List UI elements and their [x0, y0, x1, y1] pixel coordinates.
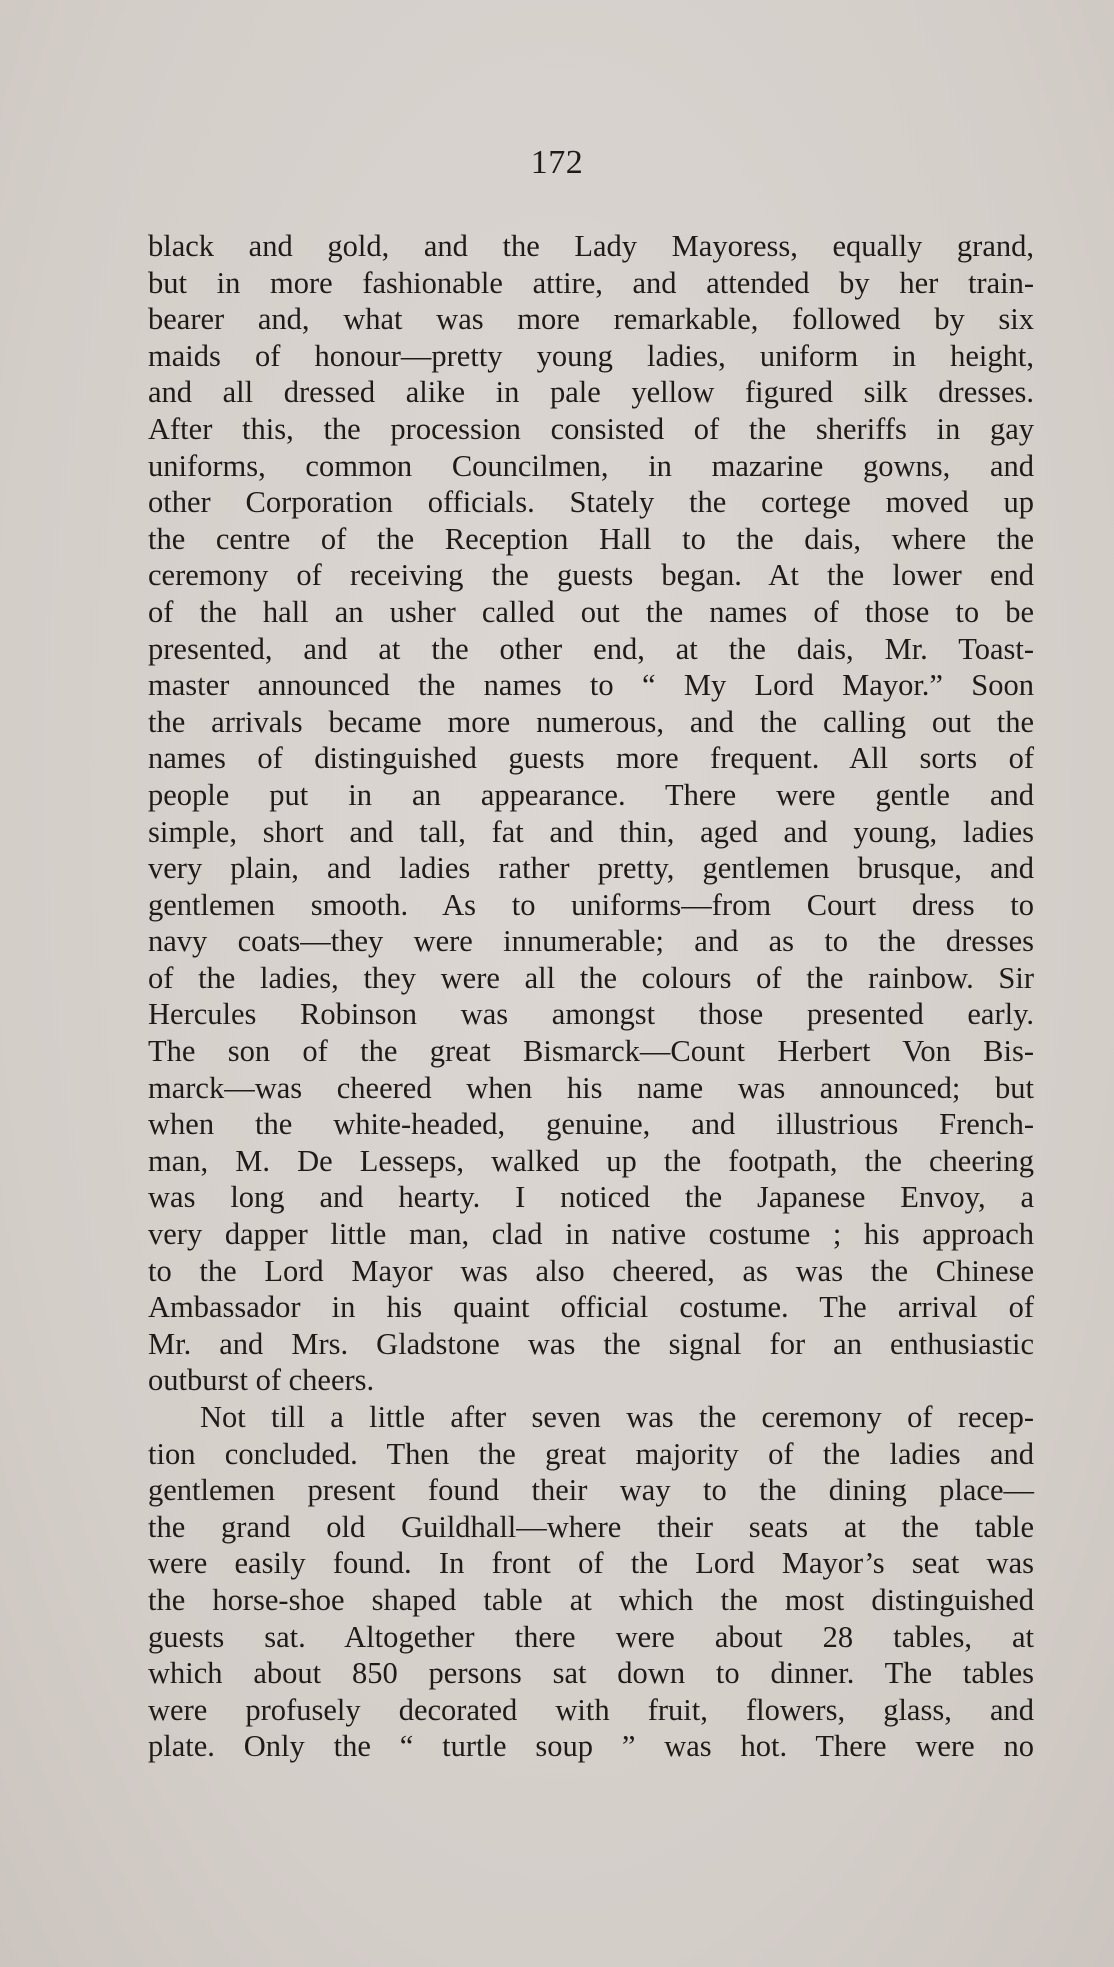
text-line: the horse-shoe shaped table at which the most distinguished: [148, 1582, 1034, 1617]
text-line: man, M. De Lesseps, walked up the footpath, the cheering: [148, 1143, 1034, 1178]
text-line: was long and hearty. I noticed the Japanese Envoy, a: [148, 1180, 1034, 1215]
text-line: maids of honour—pretty young ladies, uniform in height,: [148, 338, 1034, 373]
text-line: people put in an appearance. There were gentle and: [148, 777, 1034, 812]
text-line: guests sat. Altogether there were about 28 tables, at: [148, 1619, 1034, 1654]
text-line: master announced the names to “ My Lord Mayor.” Soon: [148, 668, 1034, 703]
paragraph-1: [148, 228, 1034, 1399]
text-line: were profusely decorated with fruit, flowers, glass, and: [148, 1692, 1034, 1727]
text-line: very dapper little man, clad in native costume ; his approach: [148, 1217, 1034, 1252]
text-line: gentlemen smooth. As to uniforms—from Court dress to: [148, 887, 1034, 922]
text-line: Ambassador in his quaint official costume. The arrival of: [148, 1290, 1034, 1325]
text-line: ceremony of receiving the guests began. At the lower end: [148, 558, 1034, 593]
text-line: to the Lord Mayor was also cheered, as was the Chinese: [148, 1253, 1034, 1288]
text-line: The son of the great Bismarck—Count Herbert Von Bis-: [148, 1034, 1034, 1069]
page-number: 172: [530, 144, 584, 181]
text-line: were easily found. In front of the Lord Mayor’s seat was: [148, 1546, 1034, 1581]
text-line: Hercules Robinson was amongst those presented early.: [148, 997, 1034, 1032]
text-line: bearer and, what was more remarkable, followed by six: [148, 302, 1034, 337]
text-line: gentlemen present found their way to the dining place—: [148, 1473, 1034, 1508]
text-line: other Corporation officials. Stately the cortege moved up: [148, 485, 1034, 520]
text-line: the grand old Guildhall—where their seats at the table: [148, 1509, 1034, 1544]
text-line: very plain, and ladies rather pretty, gentlemen brusque, and: [148, 851, 1034, 886]
text-line: the centre of the Reception Hall to the dais, where the: [148, 521, 1034, 556]
text-line: presented, and at the other end, at the dais, Mr. Toast-: [148, 631, 1034, 666]
text-line: of the ladies, they were all the colours of the rainbow. Sir: [148, 960, 1034, 995]
text-line: marck—was cheered when his name was announced; but: [148, 1070, 1034, 1105]
text-line: After this, the procession consisted of the sheriffs in gay: [148, 411, 1034, 446]
text-line: but in more fashionable attire, and attended by her train-: [148, 265, 1034, 300]
text-line: the arrivals became more numerous, and the calling out the: [148, 704, 1034, 739]
text-line: simple, short and tall, fat and thin, aged and young, ladies: [148, 814, 1034, 849]
text-line: Mr. and Mrs. Gladstone was the signal for an enthusiastic: [148, 1326, 1034, 1361]
text-line: plate. Only the “ turtle soup ” was hot. There were no: [148, 1729, 1034, 1764]
text-line: outburst of cheers.: [148, 1363, 375, 1398]
text-line: Not till a little after seven was the ceremony of recep-: [200, 1400, 1034, 1434]
text-line: names of distinguished guests more frequent. All sorts of: [148, 741, 1034, 776]
text-line: uniforms, common Councilmen, in mazarine gowns, and: [148, 448, 1034, 483]
text-line: which about 850 persons sat down to dinner. The tables: [148, 1656, 1034, 1691]
text-line: of the hall an usher called out the names of those to be: [148, 594, 1034, 629]
text-line: black and gold, and the Lady Mayoress, equally grand,: [148, 229, 1034, 263]
body-text: [148, 228, 1034, 1765]
text-line: tion concluded. Then the great majority of the ladies and: [148, 1436, 1034, 1471]
text-line: navy coats—they were innumerable; and as to the dresses: [148, 924, 1034, 959]
text-line: and all dressed alike in pale yellow figured silk dresses.: [148, 375, 1034, 410]
text-line: when the white-headed, genuine, and illustrious French-: [148, 1107, 1034, 1142]
paragraph-2: [148, 1399, 1034, 1765]
